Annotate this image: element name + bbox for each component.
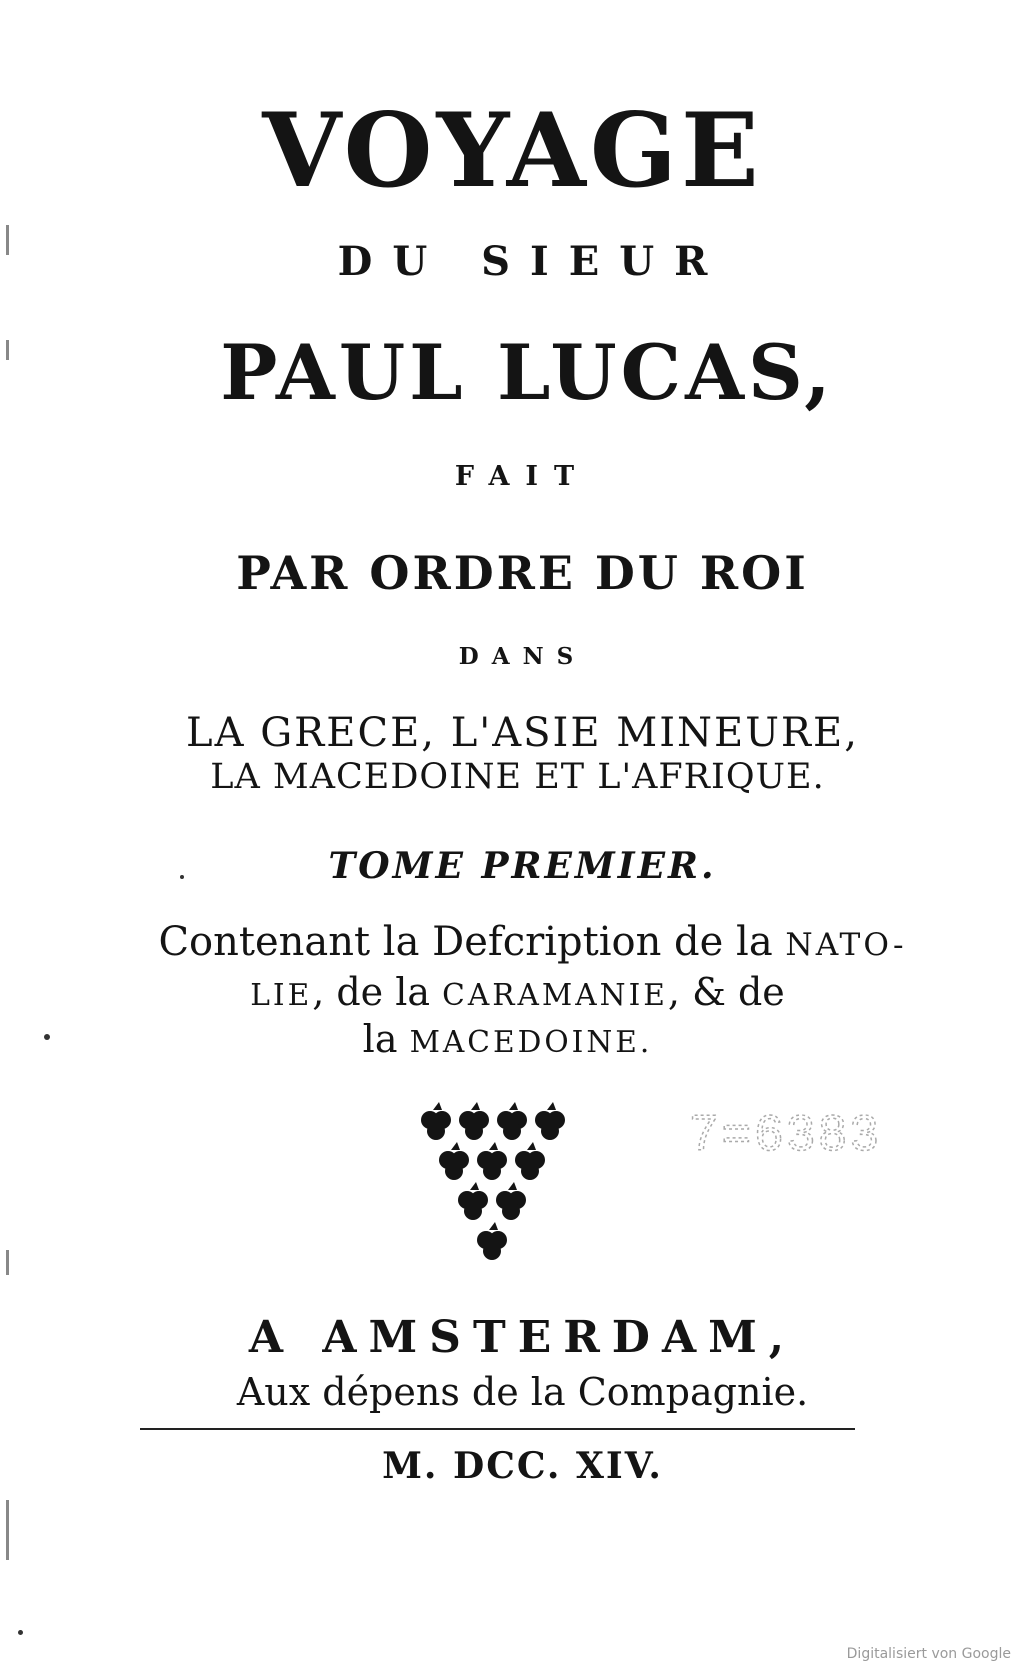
contents-text: la xyxy=(362,1017,398,1061)
contents-text: Contenant la Defcription de la xyxy=(158,919,773,965)
contents-text: , & de xyxy=(667,970,785,1014)
contents-text: , de la xyxy=(312,970,431,1014)
page-edge-mark xyxy=(6,340,9,360)
contents-line-1 xyxy=(20,919,1025,965)
ink-speck xyxy=(180,875,184,879)
contents-line-2 xyxy=(5,970,1025,1014)
imprint-publisher: Aux dépens de la Compagnie. xyxy=(236,1370,809,1414)
regions-line-1: LA GRECE, L'ASIE MINEURE, xyxy=(186,710,859,756)
contents-place: NATO- xyxy=(785,927,907,963)
library-stamp xyxy=(690,1100,910,1170)
du-sieur-line: DU SIEUR xyxy=(337,238,728,285)
volume-label: TOME PREMIER. xyxy=(328,845,717,887)
contents-place: CARAMANIE xyxy=(442,977,668,1012)
page-edge-mark xyxy=(6,1250,9,1275)
par-ordre-line: PAR ORDRE DU ROI xyxy=(236,546,809,600)
book-title: VOYAGE xyxy=(262,91,763,211)
stamp-number: 7=6383 xyxy=(690,1105,883,1161)
regions-line-2: LA MACEDOINE ET L'AFRIQUE. xyxy=(210,757,825,797)
author-name: PAUL LUCAS, xyxy=(220,328,835,417)
dans-line: DANS xyxy=(458,643,587,670)
imprint-city: A AMSTERDAM, xyxy=(248,1312,797,1363)
page-edge-mark xyxy=(6,1500,9,1560)
ink-speck xyxy=(18,1630,23,1635)
contents-place: LIE xyxy=(250,977,313,1012)
page-edge-mark xyxy=(6,225,9,255)
grape-ornament-icon xyxy=(410,1100,580,1275)
horizontal-rule xyxy=(140,1428,855,1430)
contents-place: MACEDOINE. xyxy=(409,1024,653,1059)
contents-line-3 xyxy=(0,1017,1020,1061)
digitization-credit: Digitalisiert von Google xyxy=(846,1646,1011,1662)
fait-line: FAIT xyxy=(454,461,591,492)
imprint-year: M. DCC. XIV. xyxy=(382,1445,663,1487)
ink-speck xyxy=(44,1034,50,1040)
